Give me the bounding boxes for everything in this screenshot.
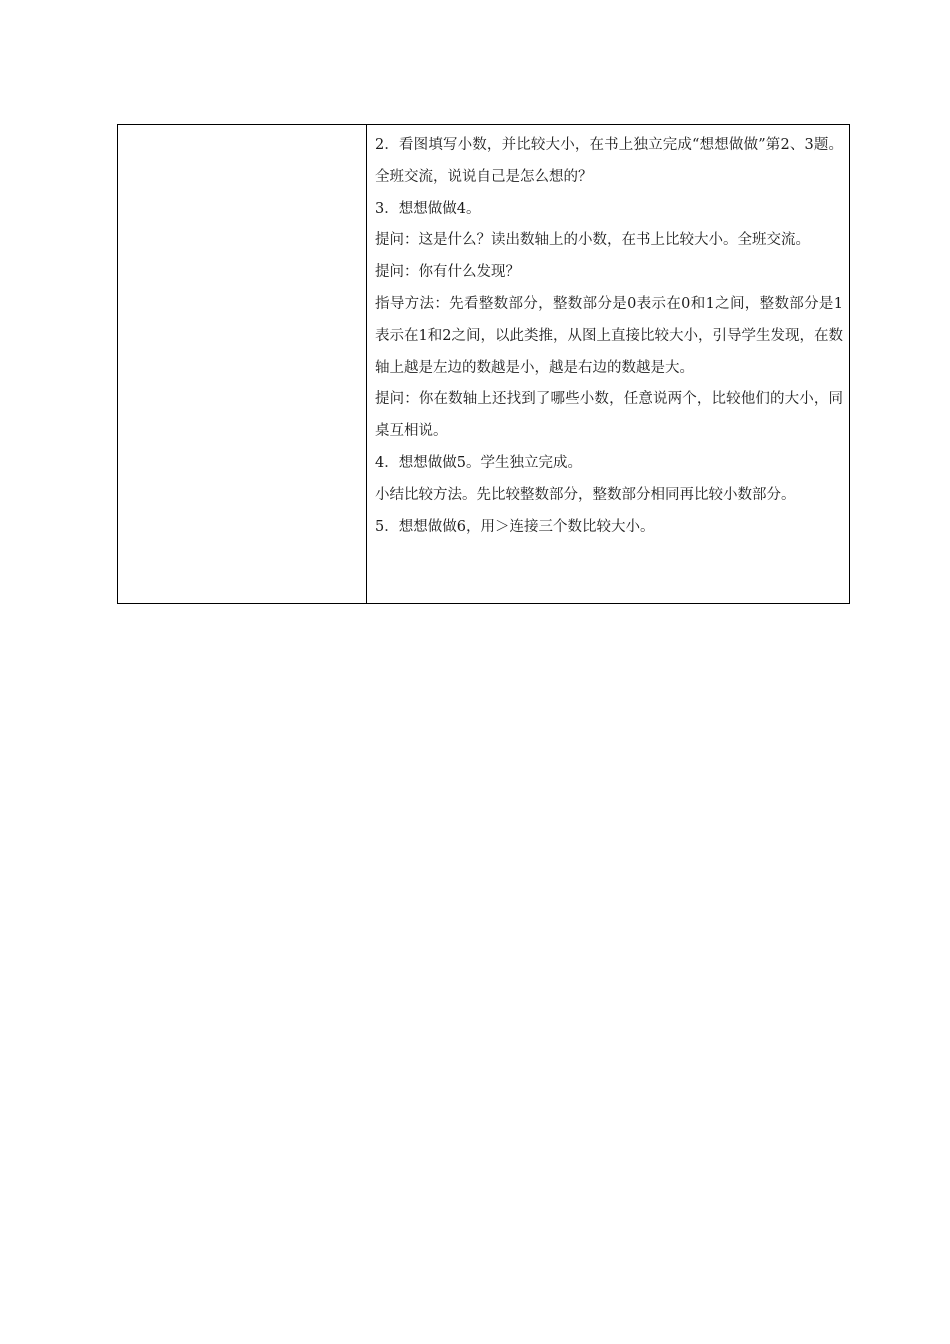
paragraph-1: 2．看图填写小数，并比较大小，在书上独立完成“想想做做”第2、3题。全班交流，说说自己是怎么想的？ — [375, 137, 843, 185]
paragraph-9: 5．想想做做6，用＞连接三个数比较大小。 — [375, 518, 655, 535]
paragraph-4: 提问：你有什么发现？ — [375, 264, 520, 281]
paragraph-8: 小结比较方法。先比较整数部分，整数部分相同再比较小数部分。 — [375, 486, 796, 503]
paragraph-7: 4．想想做做5。学生独立完成。 — [375, 454, 582, 471]
lesson-table — [117, 124, 850, 604]
paragraph-5: 指导方法：先看整数部分，整数部分是0表示在0和1之间，整数部分是1表示在1和2之间，以此类推，从图上直接比较大小，引导学生发现，在数轴上越是左边的数越是小，越是右边的数越是大。 — [375, 295, 843, 376]
paragraph-6: 提问：你在数轴上还找到了哪些小数，任意说两个，比较他们的大小，同桌互相说。 — [375, 391, 843, 440]
paragraph-3: 提问：这是什么？读出数轴上的小数，在书上比较大小。全班交流。 — [375, 232, 810, 249]
table-left-cell — [118, 125, 367, 603]
paragraph-2: 3．想想做做4。 — [375, 200, 481, 217]
table-right-cell — [367, 125, 849, 603]
